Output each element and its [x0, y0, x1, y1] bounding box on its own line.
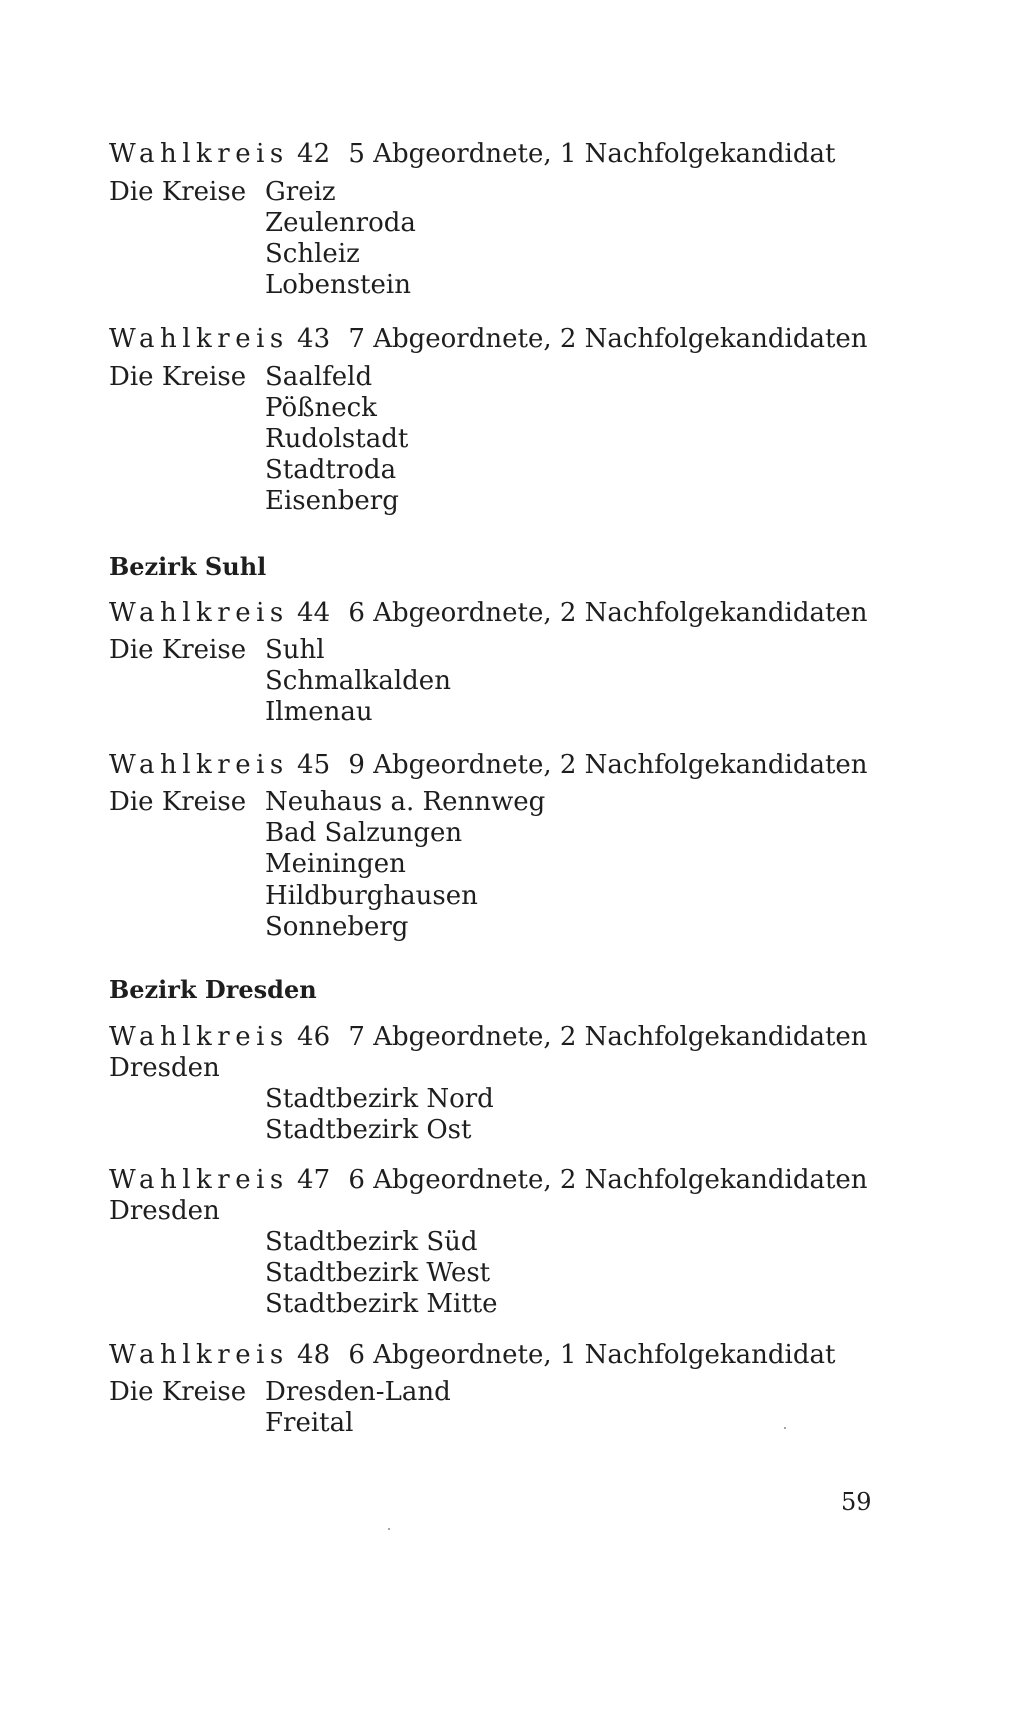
wahlkreis-number: 48 — [297, 1340, 331, 1370]
area-item: Stadtbezirk Mitte — [265, 1289, 498, 1319]
area-item: Hildburghausen — [265, 881, 478, 911]
wahlkreis-45-header — [109, 749, 868, 781]
seats-info: 6 Abgeordnete, 2 Nachfolgekandidaten — [348, 1165, 868, 1195]
area-prefix: Dresden — [109, 1196, 220, 1226]
area-item: Saalfeld — [265, 362, 373, 392]
area-item: Meiningen — [265, 849, 406, 879]
scan-speck — [784, 1427, 786, 1429]
wahlkreis-label: Wahlkreis — [109, 1022, 289, 1052]
wahlkreis-label: Wahlkreis — [109, 324, 289, 354]
area-item: Bad Salzungen — [265, 818, 463, 848]
area-item: Pößneck — [265, 393, 377, 423]
wahlkreis-number: 44 — [297, 598, 331, 628]
area-item: Stadtbezirk West — [265, 1258, 491, 1288]
area-prefix: Die Kreise — [109, 787, 247, 817]
wahlkreis-number: 42 — [297, 139, 331, 169]
area-item: Stadtbezirk Süd — [265, 1227, 478, 1257]
wahlkreis-label: Wahlkreis — [109, 598, 289, 628]
wahlkreis-number: 45 — [297, 750, 331, 780]
area-prefix: Die Kreise — [109, 362, 247, 392]
area-item: Lobenstein — [265, 270, 411, 300]
wahlkreis-label: Wahlkreis — [109, 750, 289, 780]
area-item: Suhl — [265, 635, 325, 665]
seats-info: 6 Abgeordnete, 1 Nachfolgekandidat — [348, 1340, 836, 1370]
seats-info: 6 Abgeordnete, 2 Nachfolgekandidaten — [348, 598, 868, 628]
area-item: Neuhaus a. Rennweg — [265, 787, 546, 817]
area-item: Dresden-Land — [265, 1377, 451, 1407]
area-item: Ilmenau — [265, 697, 373, 727]
seats-info: 7 Abgeordnete, 2 Nachfolgekandidaten — [348, 1022, 868, 1052]
area-item: Stadtroda — [265, 455, 397, 485]
wahlkreis-number: 43 — [297, 324, 331, 354]
area-item: Stadtbezirk Nord — [265, 1084, 494, 1114]
wahlkreis-48-header — [109, 1339, 835, 1371]
wahlkreis-44-header — [109, 597, 868, 629]
area-item: Stadtbezirk Ost — [265, 1115, 472, 1145]
area-item: Freital — [265, 1408, 354, 1438]
area-item: Schmalkalden — [265, 666, 451, 696]
area-prefix: Die Kreise — [109, 177, 247, 207]
bezirk-heading: Bezirk Dresden — [109, 975, 317, 1004]
area-item: Eisenberg — [265, 486, 399, 516]
wahlkreis-43-header — [109, 323, 868, 355]
wahlkreis-label: Wahlkreis — [109, 139, 289, 169]
area-item: Sonneberg — [265, 912, 409, 942]
seats-info: 5 Abgeordnete, 1 Nachfolgekandidat — [348, 139, 836, 169]
bezirk-heading: Bezirk Suhl — [109, 552, 267, 581]
seats-info: 9 Abgeordnete, 2 Nachfolgekandidaten — [348, 750, 868, 780]
area-item: Greiz — [265, 177, 336, 207]
wahlkreis-47-header — [109, 1164, 868, 1196]
area-item: Schleiz — [265, 239, 360, 269]
area-prefix: Dresden — [109, 1053, 220, 1083]
area-prefix: Die Kreise — [109, 1377, 247, 1407]
page-number: 59 — [841, 1488, 872, 1516]
seats-info: 7 Abgeordnete, 2 Nachfolgekandidaten — [348, 324, 868, 354]
wahlkreis-46-header — [109, 1021, 868, 1053]
area-prefix: Die Kreise — [109, 635, 247, 665]
area-item: Rudolstadt — [265, 424, 409, 454]
scan-speck — [388, 1528, 390, 1530]
area-item: Zeulenroda — [265, 208, 416, 238]
wahlkreis-label: Wahlkreis — [109, 1340, 289, 1370]
wahlkreis-label: Wahlkreis — [109, 1165, 289, 1195]
wahlkreis-number: 46 — [297, 1022, 331, 1052]
wahlkreis-number: 47 — [297, 1165, 331, 1195]
wahlkreis-42-header — [109, 138, 835, 170]
